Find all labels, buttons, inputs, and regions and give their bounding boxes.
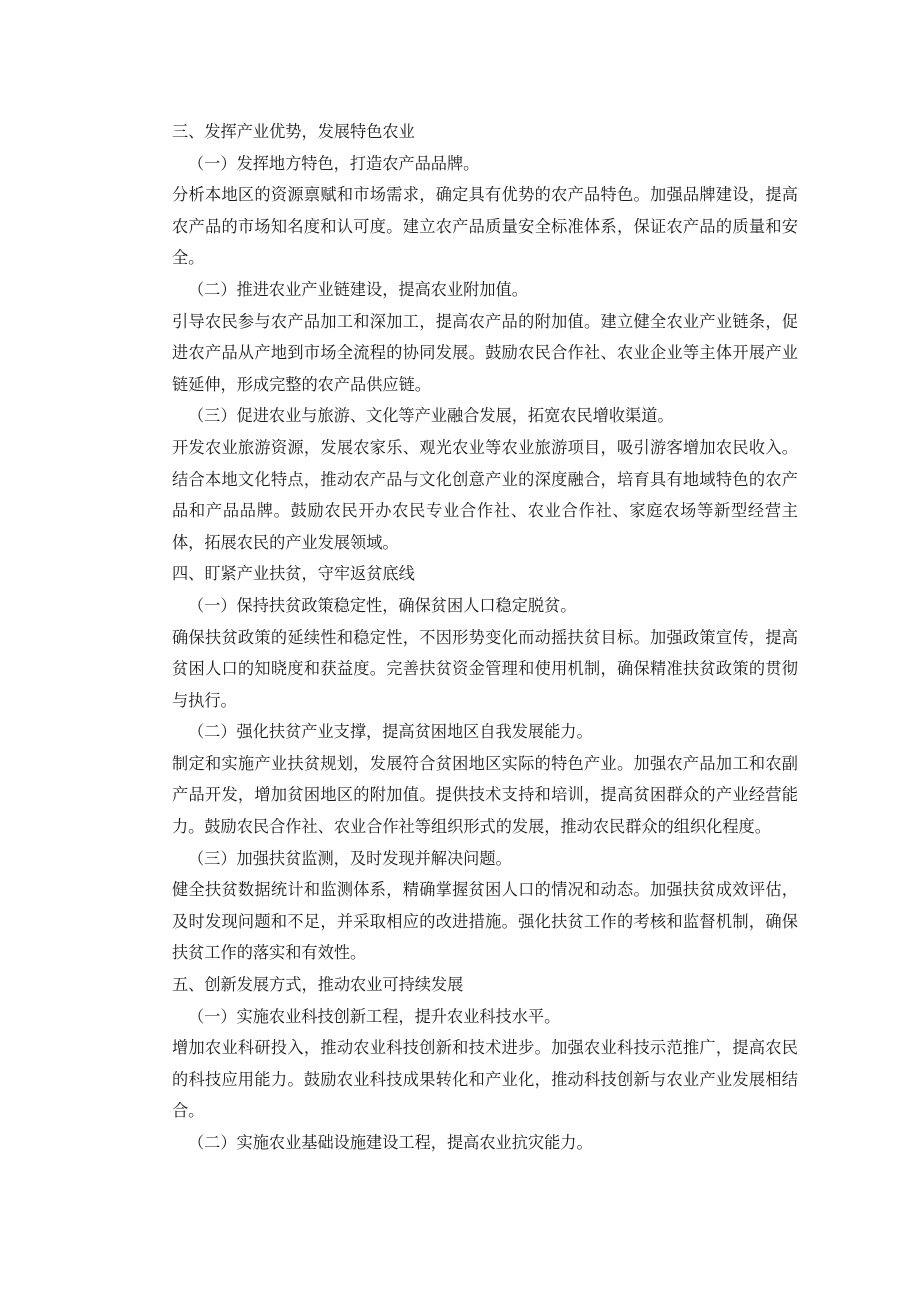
subsection-heading: （一）实施农业科技创新工程，提升农业科技水平。: [188, 1006, 561, 1026]
body-paragraph: 健全扶贫数据统计和监测体系，精确掌握贫困人口的情况和动态。加强扶贫成效评估，及时发现问题和不足，并采取相应的改进措施。强化扶贫工作的考核和监督机制，确保扶贫工作的落实和有效性。: [172, 880, 798, 963]
subsection-heading: （一）发挥地方特色，打造农产品品牌。: [188, 153, 480, 173]
body-paragraph: 制定和实施产业扶贫规划，发展符合贫困地区实际的特色产业。加强农产品加工和农副产品开发，增加贫困地区的附加值。提供技术支持和培训，提高贫困群众的产业经营能力。鼓励农民合作社、农业合作社等组织形式的发展，推动农民群众的组织化程度。: [172, 753, 798, 837]
subsection-heading: （二）实施农业基础设施建设工程，提高农业抗灾能力。: [188, 1133, 593, 1152]
body-paragraph: 分析本地区的资源禀赋和市场需求，确定具有优势的农产品特色。加强品牌建设，提高农产品的市场知名度和认可度。建立农产品质量安全标准体系，保证农产品的质量和安全。: [172, 185, 798, 268]
subsection-heading: （三）加强扶贫监测，及时发现并解决问题。: [188, 848, 512, 868]
body-paragraph: 增加农业科研投入，推动农业科技创新和技术进步。加强农业科技示范推广，提高农民的科技应用能力。鼓励农业科技成果转化和产业化，推动科技创新与农业产业发展相结合。: [172, 1038, 798, 1121]
body-paragraph: 开发农业旅游资源，发展农家乐、观光农业等农业旅游项目，吸引游客增加农民收入。结合本地文化特点，推动农产品与文化创意产业的深度融合，培育具有地域特色的农产品和产品品牌。鼓励农民开办农民专业合作社、农业合作社、家庭农场等新型经营主体，拓展农民的产业发展领域。: [172, 437, 798, 552]
section-heading-5: 五、创新发展方式，推动农业可持续发展: [172, 975, 464, 995]
subsection-heading: （三）促进农业与旅游、文化等产业融合发展，拓宽农民增收渠道。: [188, 406, 674, 426]
body-paragraph: 引导农民参与农产品加工和深加工，提高农产品的附加值。建立健全农业产业链条，促进农产品从产地到市场全流程的协同发展。鼓励农民合作社、农业企业等主体开展产业链延伸，形成完整的农产品供应链。: [172, 311, 798, 394]
section-heading-3: 三、发挥产业优势，发展特色农业: [172, 122, 415, 141]
subsection-heading: （一）保持扶贫政策稳定性，确保贫困人口稳定脱贫。: [188, 595, 577, 615]
subsection-heading: （二）推进农业产业链建设，提高农业附加值。: [188, 279, 528, 299]
section-heading-4: 四、盯紧产业扶贫，守牢返贫底线: [172, 564, 415, 584]
document-body: [172, 116, 798, 1159]
body-paragraph: 确保扶贫政策的延续性和稳定性，不因形势变化而动摇扶贫目标。加强政策宣传，提高贫困人口的知晓度和获益度。完善扶贫资金管理和使用机制，确保精准扶贫政策的贯彻与执行。: [172, 627, 798, 710]
subsection-heading: （二）强化扶贫产业支撑，提高贫困地区自我发展能力。: [188, 722, 593, 742]
